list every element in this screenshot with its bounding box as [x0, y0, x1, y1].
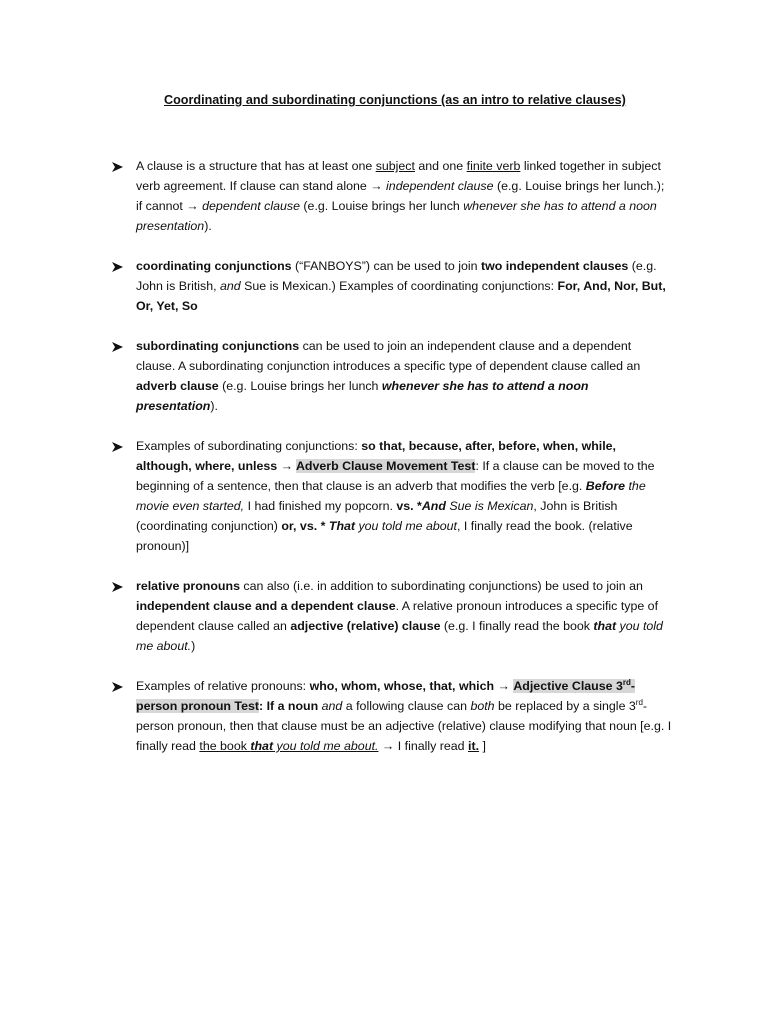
arrowhead-bullet-icon	[112, 436, 128, 452]
text: Examples of subordinating conjunctions:	[136, 439, 362, 453]
arrow-glyph: →	[186, 199, 203, 213]
example-and: and	[220, 279, 241, 293]
example-both: both	[470, 699, 495, 713]
text: . A relative pronoun introduces a specific type of dependent clause called an	[136, 599, 659, 633]
text: a following clause can	[342, 699, 471, 713]
text: -person pronoun, then that clause must be an adjective (relative) clause modifying that noun [e.g. I finally read	[136, 699, 672, 753]
arrow-glyph: →	[378, 739, 398, 753]
arrow-glyph: →	[277, 459, 296, 473]
relative-pronoun-list: who, whom, whose, that, which	[309, 679, 495, 693]
bullet-coordinating-conjunctions	[112, 256, 672, 316]
example-italic: whenever she has to attend a noon presentation	[136, 199, 657, 233]
adverb-clause-movement-test: Adverb Clause Movement Test	[295, 459, 476, 473]
text: ).	[204, 219, 212, 233]
text: (e.g. Louise brings her lunch	[218, 379, 382, 393]
arrowhead-bullet-icon	[112, 256, 128, 272]
bullet-subordinating-conjunctions	[112, 336, 672, 416]
example-before: Before	[585, 479, 626, 493]
text: I finally read	[397, 739, 468, 753]
example-bold-italic: whenever she has to attend a noon presentation	[136, 379, 589, 413]
example-italic: Sue is Mexican	[445, 499, 534, 513]
arrowhead-bullet-icon	[112, 336, 128, 352]
superscript-rd: rd	[635, 697, 643, 707]
text: Examples of relative pronouns:	[136, 679, 310, 693]
term-adverb-clause: adverb clause	[136, 379, 219, 393]
text: ).	[210, 399, 218, 413]
arrowhead-bullet-icon	[112, 156, 128, 172]
text: , I finally read the book. (relative pronoun)]	[136, 519, 633, 553]
term-relative-pronouns: relative pronouns	[136, 579, 240, 593]
text: : If a clause can be moved to the beginning of a sentence, then that clause is an adverb that modifies the verb [e.g.	[136, 459, 655, 493]
test-label: -person pronoun Test	[136, 679, 635, 713]
text: the book	[199, 739, 251, 753]
term-dependent-clause: dependent clause	[202, 199, 300, 213]
text: (e.g. I finally read the book	[440, 619, 594, 633]
term-adjective-clause: adjective (relative) clause	[290, 619, 441, 633]
term-finite-verb: finite verb	[466, 159, 521, 173]
fanboys-list: For, And, Nor, But, Or, Yet, So	[136, 279, 666, 313]
bullet-relative-examples	[112, 676, 672, 756]
subordinating-list: so that, because, after, before, when, while, although, where, unless	[136, 439, 616, 473]
example-that: that	[593, 619, 617, 633]
text: can be used to join an independent clause and a dependent clause. A subordinating conjunction introduces a specific type of dependent clause called an	[136, 339, 641, 373]
text: linked together in subject verb agreement. If clause can stand alone	[136, 159, 661, 193]
example-that: that	[250, 739, 274, 753]
example-underlined	[199, 739, 378, 753]
term-two-independent-clauses: two independent clauses	[480, 259, 629, 273]
text: can also (i.e. in addition to subordinating conjunctions) be used to join an	[239, 579, 643, 593]
text: I had finished my popcorn.	[244, 499, 397, 513]
text: Sue is Mexican.) Examples of coordinating conjunctions:	[240, 279, 558, 293]
text: (“FANBOYS”) can be used to join	[291, 259, 481, 273]
example-italic: you told me about.	[136, 619, 663, 653]
arrow-glyph: →	[494, 679, 514, 693]
term-subordinating-conjunctions: subordinating conjunctions	[136, 339, 300, 353]
example-it: it.	[468, 739, 480, 753]
or-vs-label: or, vs. *	[281, 519, 329, 533]
text: and one	[414, 159, 467, 173]
arrowhead-bullet-icon	[112, 676, 128, 692]
bullet-clause-definition	[112, 156, 672, 236]
arrowhead-bullet-icon	[112, 576, 128, 592]
test-label: Adjective Clause 3	[513, 679, 623, 693]
text: (e.g. John is British,	[136, 259, 657, 293]
text: : If a noun	[259, 699, 322, 713]
bullet-list	[112, 156, 672, 776]
example-and: And	[421, 499, 446, 513]
document-title: Coordinating and subordinating conjunctions (as an intro to relative clauses)	[164, 93, 626, 107]
text: A clause is a structure that has at least one	[136, 159, 376, 173]
text: , John is British (coordinating conjunction)	[136, 499, 618, 533]
text: (e.g. Louise brings her lunch.); if cannot	[136, 179, 665, 213]
text: (e.g. Louise brings her lunch	[299, 199, 464, 213]
example-italic: you told me about	[355, 519, 457, 533]
text: ]	[479, 739, 486, 753]
example-italic: the movie even started,	[136, 479, 646, 513]
superscript-rd: rd	[622, 677, 631, 687]
example-and: and	[321, 699, 343, 713]
bullet-relative-pronouns	[112, 576, 672, 656]
example-italic: you told me about.	[273, 739, 379, 753]
vs-label: vs. *	[396, 499, 422, 513]
example-that: That	[328, 519, 356, 533]
term-independent-clause: independent clause	[386, 179, 494, 193]
term-subject: subject	[375, 159, 415, 173]
text: be replaced by a single 3	[494, 699, 636, 713]
bullet-subordinating-examples	[112, 436, 672, 556]
arrow-glyph: →	[370, 179, 387, 193]
text: )	[191, 639, 196, 653]
term-independent-dependent: independent clause and a dependent clause	[136, 599, 396, 613]
term-coordinating-conjunctions: coordinating conjunctions	[136, 259, 292, 273]
